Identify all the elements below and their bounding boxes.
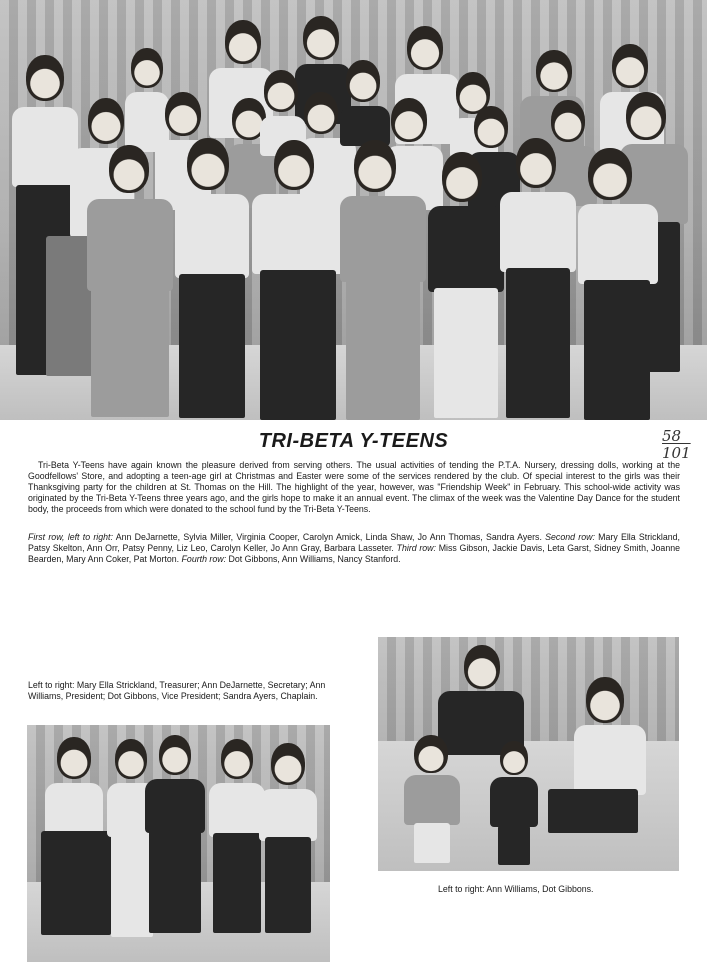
page-title: TRI-BETA Y-TEENS [258,430,449,452]
row-names: Miss Gibson, Jackie Davis, Leta Garst, Sidney Smith, Joanne Bearden, Mary Ann Coker, Pat Morton. [28,543,680,565]
row-names: Dot Gibbons, Ann Williams, Nancy Stanford. [226,554,401,565]
row-label: Third row: [396,543,436,554]
row-label: Fourth row: [181,554,227,565]
row-names: Mary Ella Strickland, Patsy Skelton, Ann Orr, Patsy Penny, Liz Leo, Carolyn Keller, Jo Ann Gray, Barbara Lasseter. [28,532,680,554]
member-names [28,532,680,565]
row-names: Ann DeJarnette, Sylvia Miller, Virginia Cooper, Carolyn Amick, Linda Shaw, Jo Ann Thomas, Sandra Ayers. [112,532,546,542]
officers-caption: Left to right: Mary Ella Strickland, Treasurer; Ann DeJarnette, Secretary; Ann Williams, President; Dot Gibbons, Vice President; Sandra Ayers, Chaplain. [28,680,326,702]
officers-photo [27,725,330,962]
children-caption: Left to right: Ann Williams, Dot Gibbons. [438,884,594,894]
row-label: Second row: [545,532,595,542]
group-photo [0,0,707,420]
article-body: Tri-Beta Y-Teens have again known the pleasure derived from serving others. The usual activities of tending the P.T.A. Nursery, dressing dolls, working at the Goodfellows' Store, and adopting a teen-age girl at Christmas and Easter were some of the services rendered by the club. Of special interest to the girls was their Thanksgiving party for the children at St. Thomas on the Hill. The highlight of the year, however, was "Friendship Week" in February. This school-wide activity was originated by the Tri-Beta Y-Teens three years ago, and the girls hope to make it an annual event. The climax of the week was the Valentine Day Dance for the student body, the proceeds from which were donated to the school fund by the Tri-Beta Y-Teens. [28,460,680,515]
row-label: First row, left to right: [28,532,113,542]
handwritten-page-number [662,428,702,462]
page-number-top: 58 [662,427,682,445]
page-number-bottom: 101 [662,444,691,462]
children-photo [378,637,679,871]
